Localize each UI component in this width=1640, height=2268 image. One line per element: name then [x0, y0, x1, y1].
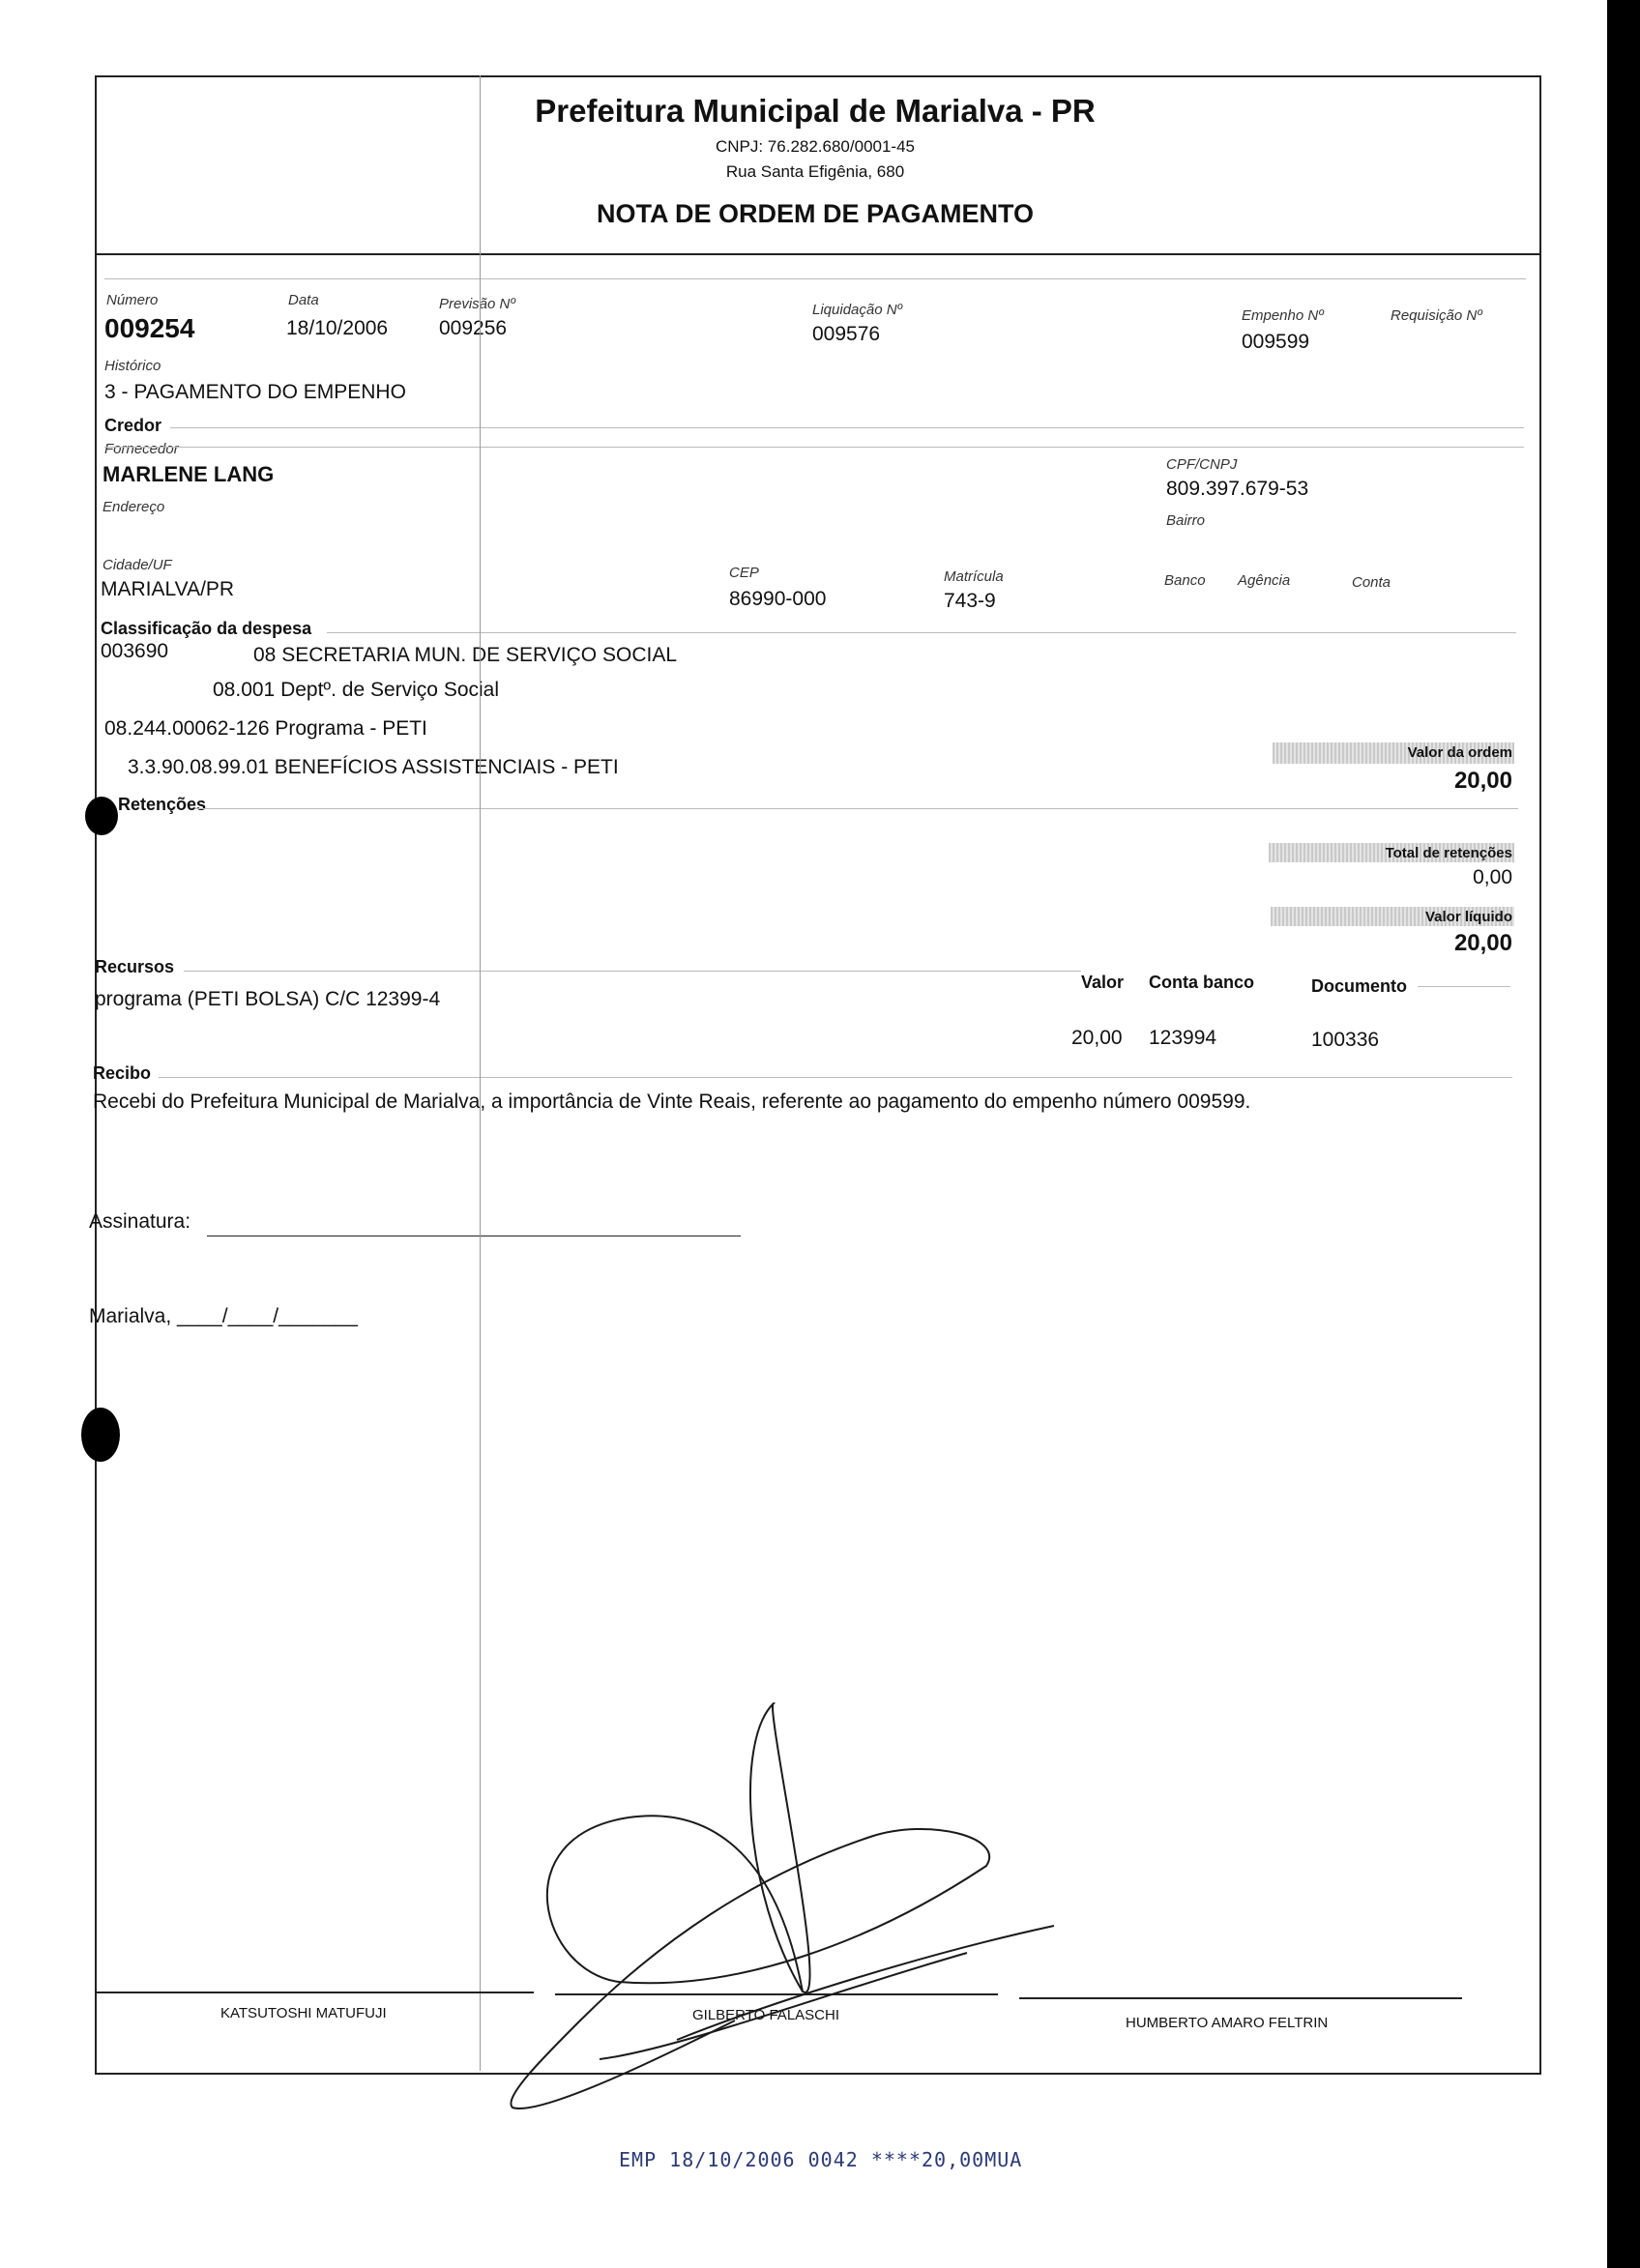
signatario-2: GILBERTO FALASCHI [692, 2007, 839, 2023]
historico-value: 3 - PAGAMENTO DO EMPENHO [104, 381, 406, 403]
previsao-label: Previsão Nº [439, 296, 515, 312]
recursos-conta-banco-label: Conta banco [1149, 973, 1255, 992]
recibo-texto: Recebi do Prefeitura Municipal de Marialva, a importância de Vinte Reais, referente ao pagamento do empenho número 009599. [93, 1090, 1251, 1113]
signatario-1: KATSUTOSHI MATUFUJI [220, 2005, 387, 2021]
classificacao-unidade: 08.001 Deptº. de Serviço Social [213, 679, 500, 701]
requisicao-label: Requisição Nº [1391, 307, 1482, 324]
municipality-title: Prefeitura Municipal de Marialva - PR [535, 93, 1096, 129]
total-retencoes-value: 0,00 [1473, 866, 1512, 888]
conta-label: Conta [1352, 574, 1391, 591]
valor-ordem-value: 20,00 [1453, 768, 1512, 794]
empenho-label: Empenho Nº [1242, 307, 1324, 324]
cidade-value: MARIALVA/PR [101, 578, 235, 600]
classificacao-orgao: 08 SECRETARIA MUN. DE SERVIÇO SOCIAL [253, 644, 678, 666]
recursos-section: Recursos [95, 957, 175, 976]
data-value: 18/10/2006 [286, 317, 389, 339]
banco-label: Banco [1164, 572, 1206, 589]
cpf-label: CPF/CNPJ [1166, 456, 1238, 473]
classificacao-section: Classificação da despesa [101, 619, 312, 638]
matricula-label: Matrícula [944, 568, 1004, 585]
cnpj-text: CNPJ: 76.282.680/0001-45 [715, 137, 916, 156]
previsao-value: 009256 [439, 317, 508, 339]
cpf-value: 809.397.679-53 [1166, 478, 1309, 500]
fornecedor-label: Fornecedor [104, 441, 179, 457]
matricula-value: 743-9 [944, 590, 996, 612]
recursos-valor: 20,00 [1071, 1027, 1123, 1049]
punch-hole-top [85, 797, 118, 835]
credor-section: Credor [104, 416, 162, 435]
punch-hole-bottom [81, 1408, 120, 1462]
liquidacao-value: 009576 [812, 323, 881, 345]
cep-value: 86990-000 [729, 588, 827, 610]
classificacao-code: 003690 [101, 640, 169, 662]
total-retencoes-label: Total de retenções [1385, 845, 1512, 861]
signatario-3: HUMBERTO AMARO FELTRIN [1126, 2015, 1329, 2031]
recursos-valor-label: Valor [1081, 973, 1125, 992]
endereco-label: Endereço [102, 499, 165, 515]
retencoes-section: Retenções [118, 795, 207, 814]
address-text: Rua Santa Efigênia, 680 [725, 162, 905, 181]
liquidacao-label: Liquidação Nº [812, 302, 903, 318]
bairro-label: Bairro [1166, 512, 1206, 529]
assinatura-label: Assinatura: [89, 1210, 191, 1233]
numero-label: Número [106, 292, 159, 308]
valor-liquido-label: Valor líquido [1424, 909, 1512, 925]
recursos-documento-label: Documento [1311, 976, 1407, 996]
local-data: Marialva, ____/____/_______ [89, 1305, 358, 1327]
fornecedor-value: MARLENE LANG [102, 462, 275, 486]
classificacao-elemento: 3.3.90.08.99.01 BENEFÍCIOS ASSISTENCIAIS - PETI [128, 756, 619, 778]
classificacao-programa: 08.244.00062-126 Programa - PETI [104, 717, 427, 740]
historico-label: Histórico [104, 358, 161, 374]
cep-label: CEP [729, 565, 759, 581]
empenho-value: 009599 [1242, 331, 1310, 353]
agencia-label: Agência [1238, 572, 1291, 589]
document-title: NOTA DE ORDEM DE PAGAMENTO [596, 199, 1034, 228]
valor-liquido-value: 20,00 [1453, 930, 1512, 956]
data-label: Data [288, 292, 319, 308]
footer-stamp: EMP 18/10/2006 0042 ****20,00MUA [619, 2148, 1023, 2171]
recursos-conta-banco: 123994 [1149, 1027, 1217, 1049]
recibo-section: Recibo [93, 1063, 152, 1083]
valor-ordem-label: Valor da ordem [1407, 744, 1512, 761]
cidade-label: Cidade/UF [102, 557, 172, 573]
recursos-documento: 100336 [1311, 1029, 1380, 1051]
recursos-descricao: programa (PETI BOLSA) C/C 12399-4 [95, 988, 441, 1010]
numero-value: 009254 [104, 313, 195, 343]
